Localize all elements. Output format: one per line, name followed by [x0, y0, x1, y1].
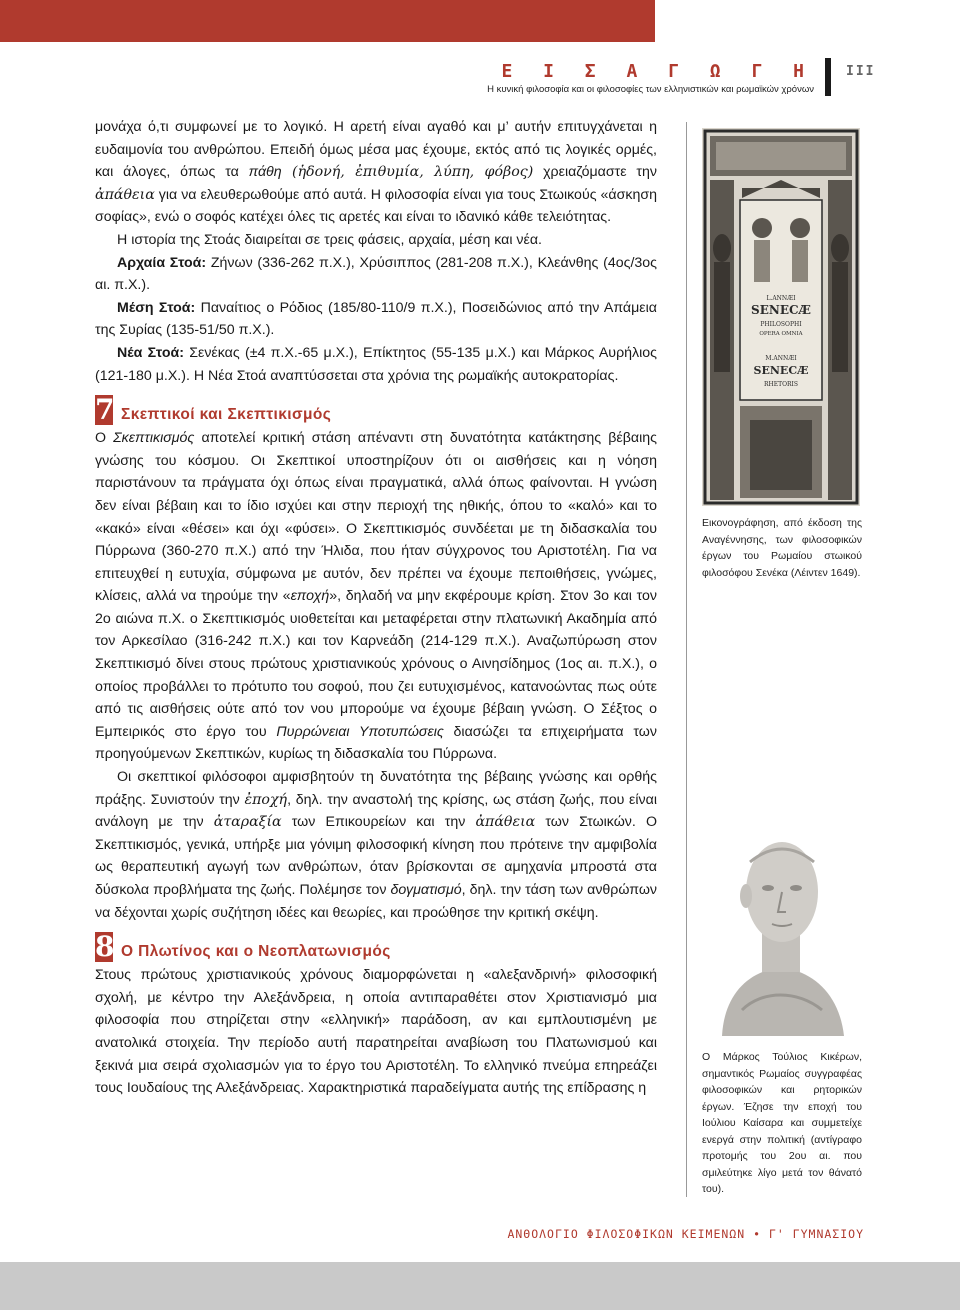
cicero-bust-image: [702, 810, 860, 1036]
section-number: 8: [95, 930, 115, 964]
seneca-title-page-illustration: [702, 128, 860, 506]
paragraph: Ο Σκεπτικισμός αποτελεί κριτική στάση απέναντι στη δυνατότητα κατάκτησης βέβαιης γνώσης του κόσμου. Οι Σκεπτικοί υποστηρίζουν ότι οι αισθήσεις και η νόηση παριστάνουν τα πράγματα όχι όπως είναι πραγματικά, αλλά όπως φαίνονται. Η γνώση δεν είναι βέβαιη και το ίδιο ισχύει και στην περιοχή της ηθικής, όπου το «καλό» και το «κακό» είναι «θέσει» και όχι «φύσει». Ο Σκεπτικισμός συνδέεται με τη διδασκαλία του Πύρρωνα (360-270 π.Χ.) από την Ήλιδα, που ήταν σύγχρονος του Αριστοτέλη. Για να επιτευχθεί η ευτυχία, σύμφωνα με αυτόν, δεν πρέπει να έχουμε πεποιθήσεις, γνώμες, κλίσεις, αλλά να τηρούμε την «εποχή», δηλαδή να μην εκφέρουμε κρίση. Στον 3ο και τον 2ο αιώνα π.Χ. ο Σκεπτικισμός υιοθετείται και μεταφέρεται στην πλατωνική Ακαδημία από τον Αρκεσίλαο (316-242 π.Χ.) και τον Καρνεάδη (214-129 π.Χ.). Αναζωπύρωση στον Σκεπτικισμό δίνει στους πρώτους χριστιανικούς χρόνους ο Αινησίδημος (1ος αι. π.Χ.), ο οποίος προβάλλει το πρότυπο του σοφού, που ζει ευτυχισμένος, κατανοώντας πως ούτε από τις αισθήσεις ούτε από τον νου μπορούμε να έχουμε βέβαιη γνώση. Ο Σέξτος ο Εμπειρικός στο έργο του Πυρρώνειαι Υποτυπώσεις διασώζει τα επιχειρήματα των προηγούμενων Σκεπτικών, κυρίως τη διδασκαλία του Πύρρωνα.: [95, 430, 657, 763]
running-title: Ε Ι Σ Α Γ Ω Γ Η: [501, 61, 814, 82]
section-title: Ο Πλωτίνος και ο Νεοπλατωνισμός: [121, 943, 391, 961]
title-page-lettering: PHILOSOPHI: [760, 321, 802, 328]
page-number: III: [846, 64, 876, 79]
paragraph: Η ιστορία της Στοάς διαιρείται σε τρεις φάσεις, αρχαία, μέση και νέα.: [117, 231, 542, 248]
era-label: Μέση Στοά:: [117, 299, 196, 316]
section-8-heading: [95, 930, 657, 962]
book-footer: ΑΝΘΟΛΟΓΙΟ ΦΙΛΟΣΟΦΙΚΩΝ ΚΕΙΜΕΝΩΝ • Γ' ΓΥΜΝΑΣΙΟΥ: [507, 1227, 864, 1241]
paragraph: μονάχα ό,τι συμφωνεί με το λογικό. Η αρετή είναι αγαθό και μ’ αυτήν επιτυγχάνεται η ευδαιμονία του ανθρώπου. Επειδή όμως μέσα μας έχουμε, εκτός από τις λογικές ορμές, και άλογες, όπως τα πάθη (ἡδονή, ἐπιθυμία, λύπη, φόβος) χρειαζόμαστε την ἀπάθεια για να ελευθερωθούμε από αυτά. Η φιλοσοφία είναι για τους Στωικούς «άσκηση σοφίας», ενώ ο σοφός κατέχει όλες τις αρετές και είναι το ιδανικό κάθε τελειότητας.: [95, 119, 657, 226]
main-text: [95, 116, 657, 1100]
title-page-lettering: L.ANNÆI: [766, 295, 796, 302]
title-page-lettering: OPERA OMNIA: [759, 331, 803, 337]
title-page-lettering: SENECÆ: [753, 364, 809, 377]
bottom-gray-band: [0, 1262, 960, 1310]
section-7-heading: [95, 393, 657, 425]
title-page-lettering: SENECÆ: [751, 303, 811, 317]
era-label: Νέα Στοά:: [117, 344, 184, 361]
paragraph: Στους πρώτους χριστιανικούς χρόνους διαμορφώνεται η «αλεξανδρινή» φιλοσοφική σχολή, με κέντρο την Αλεξάνδρεια, η οποία αντιπαραθέτει στον Χριστιανισμό μια φιλοσοφία που στηρίζεται στην «ελληνική» παράδοση, αν και εμπλουτισμένη με ανατολικά στοιχεία. Την περίοδο αυτή παρατηρείται αναβίωση του Πλατωνισμού και ξεκινά μια σειρά σχολιασμών για το έργο του Αριστοτέλη. Το ελληνικό πνεύμα επηρεάζει τους Ιουδαίους της Αλεξάνδρειας. Χαρακτηριστικά παραδείγματα αυτής της επίδρασης η: [95, 967, 657, 1097]
sidebar-rule: [686, 122, 687, 1197]
top-color-bar: [0, 0, 655, 42]
running-subtitle: Η κυνική φιλοσοφία και οι φιλοσοφίες των ελληνιστικών και ρωμαϊκών χρόνων: [487, 84, 814, 95]
header-rule: [825, 58, 831, 96]
paragraph: Οι σκεπτικοί φιλόσοφοι αμφισβητούν τη δυνατότητα της βέβαιης γνώσης και ορθής πράξης. Συνιστούν την ἐποχή, δηλ. την αναστολή της κρίσης, ως στάση ζωής, που είναι ανάλογη με την ἀταραξία των Επικουρείων και την ἀπάθεια των Στωικών. Ο Σκεπτικισμός, γενικά, υπήρξε μια γόνιμη φιλοσοφική κίνηση που πρότεινε την αμφιβολία ως θεραπευτική αγωγή των ανθρώπων, όταν βρίσκονται σε αμηχανία μπροστά στα δύσκολα προβλήματα της ζωής. Πολέμησε τον δογματισμό, δηλ. την τάση των ανθρώπων να δέχονται χωρίς συζήτηση ιδέες και θεωρίες, και προώθησε την κριτική σκέψη.: [95, 769, 658, 921]
section-number: 7: [95, 393, 115, 427]
section-title: Σκεπτικοί και Σκεπτικισμός: [121, 406, 332, 424]
paragraph: Αρχαία Στοά: Ζήνων (336-262 π.Χ.), Χρύσιππος (281-208 π.Χ.), Κλεάνθης (4ος/3ος αι. π.Χ.).: [95, 254, 658, 294]
title-page-lettering: M.ANNÆI: [765, 355, 797, 362]
paragraph: Νέα Στοά: Σενέκας (±4 π.Χ.-65 μ.Χ.), Επίκτητος (55-135 μ.Χ.) και Μάρκος Αυρήλιος (121-180 μ.Χ.). Η Νέα Στοά αναπτύσσεται στα χρόνια της ρωμαϊκής αυτοκρατορίας.: [95, 344, 657, 384]
paragraph: Μέση Στοά: Παναίτιος ο Ρόδιος (185/80-110/9 π.Χ.), Ποσειδώνιος από την Απάμεια της Συρίας (135-51/50 π.Χ.).: [95, 299, 657, 339]
era-label: Αρχαία Στοά:: [117, 254, 207, 271]
running-head: [254, 62, 814, 95]
image-caption: Ο Μάρκος Τούλιος Κικέρων, σημαντικός Ρωμαίος συγγραφέας φιλοσοφικών και ρητορικών έργων. Έζησε την εποχή του Ιούλιου Καίσαρα και συμμετείχε ενεργά στην πολιτική (αντίγραφο προτομής του 2ου αι. που σμιλεύτηκε λίγο μετά τον θάνατό του).: [702, 1051, 862, 1195]
image-caption: Εικονογράφηση, από έκδοση της Αναγέννησης, των φιλοσοφικών έργων του Ρωμαίου στωικού φιλοσόφου Σενέκα (Λέιντεν 1649).: [702, 517, 862, 579]
title-page-lettering: RHETORIS: [763, 381, 799, 388]
